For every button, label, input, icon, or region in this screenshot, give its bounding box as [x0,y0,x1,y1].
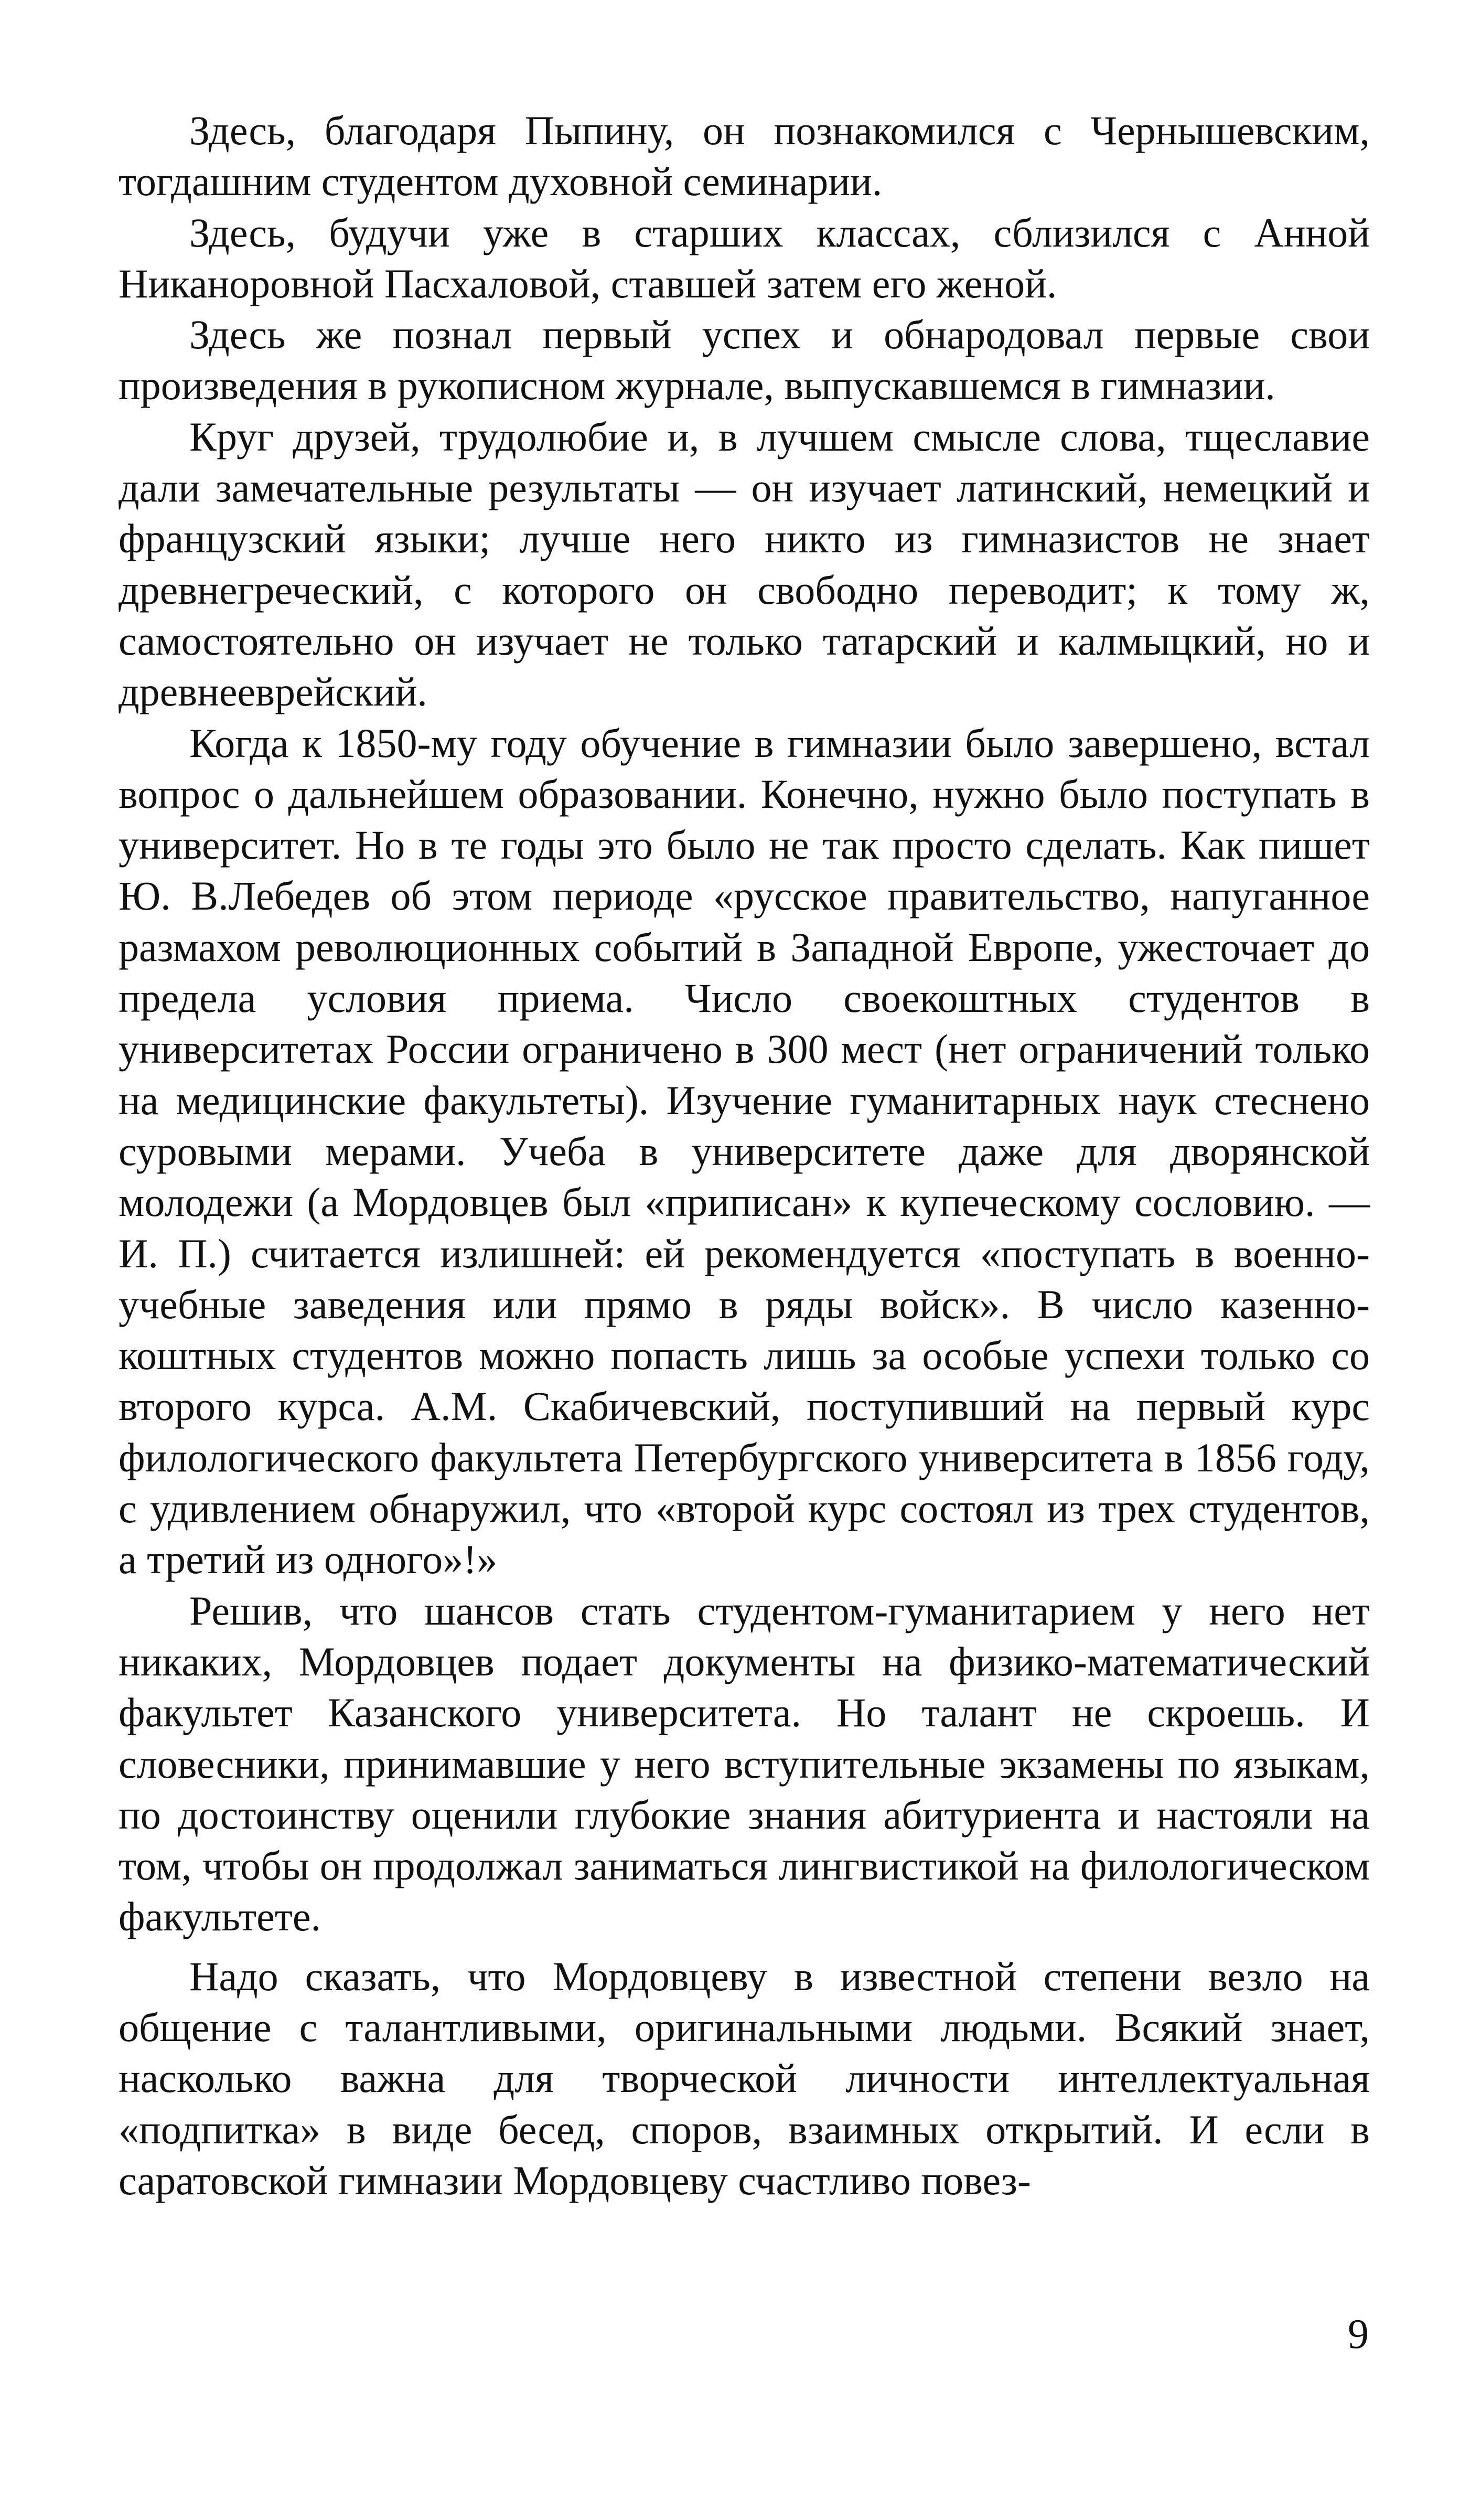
paragraph: Здесь, будучи уже в старших классах, сблизился с Анной Никаноровной Пасхаловой, ставшей затем его женой. [119,209,1370,306]
page-number: 9 [1348,2311,1369,2357]
paragraph: Здесь, благодаря Пыпину, он познакомился с Чернышевским, тогдашним студентом духовной семинарии. [119,108,1370,205]
paragraph: Надо сказать, что Мордовцеву в известной степени везло на общение с талантливыми, оригинальными людьми. Всякий знает, насколько важна для творческой личности интеллектуальная «подпитка» в виде бесед, споров, взаимных открытий. И если в саратовской гимназии Мордовцеву счастливо повез- [119,1953,1370,2203]
paragraph: Круг друзей, трудолюбие и, в лучшем смысле слова, тщеславие дали замечательные результаты — он изучает латинский, немецкий и французский языки; лучше него никто из гимназистов не знает древнегреческий, с которого он свободно переводит; к тому ж, самостоятельно он изучает не только татарский и калмыцкий, но и древнееврейский. [119,413,1370,715]
body-text [119,105,1370,2206]
paragraph: Когда к 1850-му году обучение в гимназии было завершено, встал вопрос о дальнейшем образовании. Конечно, нужно было поступать в университет. Но в те годы это было не так просто сделать. Как пишет Ю. В.Лебедев об этом периоде «русское правительство, напуганное размахом революционных событий в Западной Европе, ужесточает до предела условия приема. Число своекоштных студентов в университетах России ограничено в 300 мест (нет ограничений только на медицинские факультеты). Изучение гуманитарных наук стеснено суровыми мерами. Учеба в университете даже для дворянской молодежи (а Мордовцев был «приписан» к купеческому сословию. — И. П.) считается излишней: ей рекомендуется «поступать в военно-учебные заведения или прямо в ряды войск». В число казенно-коштных студентов можно попасть лишь за особые успехи только со второго курса. А.М. Скабичевский, поступивший на первый курс филологического факультета Петербургского университета в 1856 году, с удивлением обнаружил, что «второй курс состоял из трех студентов, а третий из одного»!» [119,720,1370,1583]
paragraph: Решив, что шансов стать студентом-гуманитарием у него нет никаких, Мордовцев подает документы на физико-математический факультет Казанского университета. Но талант не скроешь. И словесники, принимавшие у него вступительные экзамены по языкам, по достоинству оценили глубокие знания абитуриента и настояли на том, чтобы он продолжал заниматься лингвистикой на филологическом факультете. [119,1587,1370,1940]
paragraph: Здесь же познал первый успех и обнародовал первые свои произведения в рукописном журнале, выпускавшемся в гимназии. [119,312,1370,409]
